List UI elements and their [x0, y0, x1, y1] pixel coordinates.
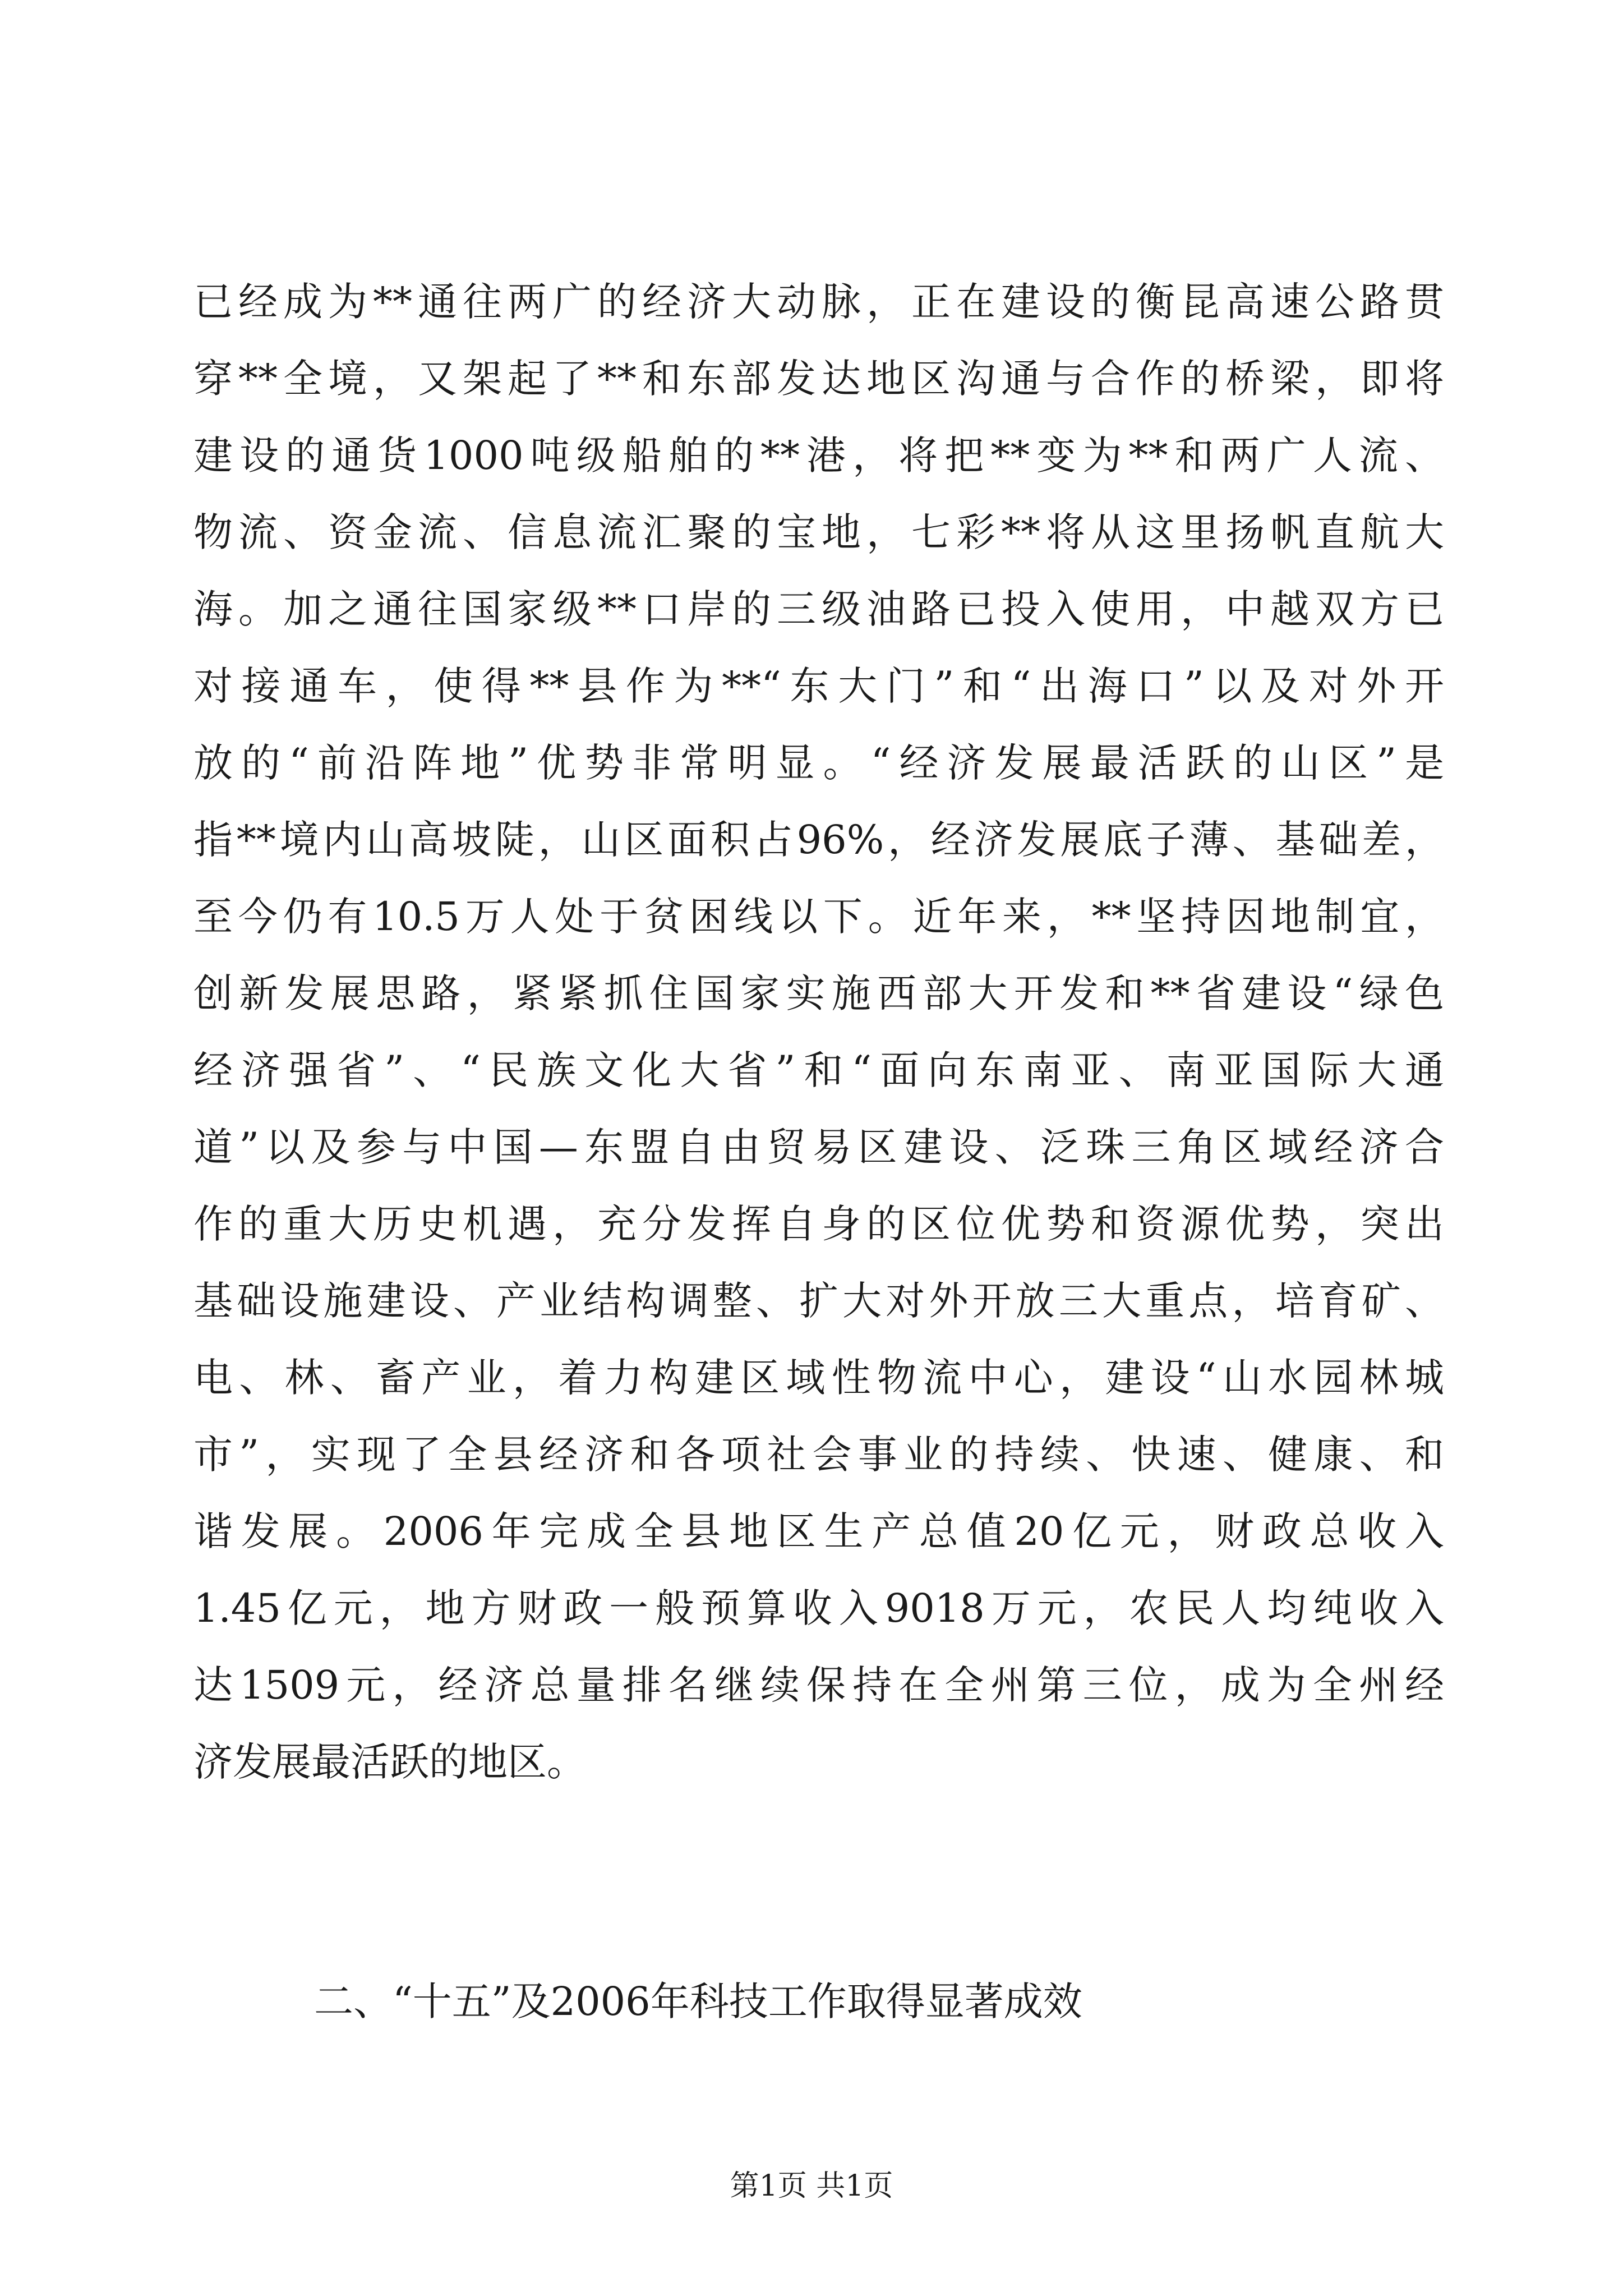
paragraph-line: 谐发展。2006年完成全县地区生产总值20亿元，财政总收入 [193, 1508, 1444, 1554]
paragraph-line: 基础设施建设、产业结构调整、扩大对外开放三大重点，培育矿、 [193, 1278, 1444, 1324]
paragraph-line: 电、林、畜产业，着力构建区域性物流中心，建设“山水园林城 [193, 1355, 1444, 1401]
body-paragraph [193, 264, 1444, 1801]
paragraph-line: 1.45亿元，地方财政一般预算收入9018万元，农民人均纯收入 [193, 1585, 1444, 1631]
paragraph-line: 穿**全境，又架起了**和东部发达地区沟通与合作的桥梁，即将 [193, 356, 1444, 402]
paragraph-line: 物流、资金流、信息流汇聚的宝地，七彩**将从这里扬帆直航大 [193, 509, 1444, 555]
section-heading: 二、“十五”及2006年科技工作取得显著成效 [314, 1978, 1082, 2024]
paragraph-line: 至今仍有10.5万人处于贫困线以下。近年来，**坚持因地制宜， [193, 894, 1444, 940]
paragraph-line: 放的“前沿阵地”优势非常明显。“经济发展最活跃的山区”是 [193, 740, 1444, 786]
paragraph-line: 市”，实现了全县经济和各项社会事业的持续、快速、健康、和 [193, 1432, 1444, 1478]
paragraph-line: 达1509元，经济总量排名继续保持在全州第三位，成为全州经 [193, 1662, 1444, 1708]
paragraph-line: 指**境内山高坡陡，山区面积占96%，经济发展底子薄、基础差， [193, 817, 1444, 863]
paragraph-line: 对接通车，使得**县作为**“东大门”和“出海口”以及对外开 [193, 663, 1444, 709]
paragraph-line: 建设的通货1000吨级船舶的**港，将把**变为**和两广人流、 [193, 432, 1444, 478]
page-footer: 第1页 共1页 [730, 2169, 893, 2203]
paragraph-line: 海。加之通往国家级**口岸的三级油路已投入使用，中越双方已 [193, 586, 1444, 632]
paragraph-line: 作的重大历史机遇，充分发挥自身的区位优势和资源优势，突出 [193, 1201, 1444, 1247]
paragraph-line: 已经成为**通往两广的经济大动脉，正在建设的衡昆高速公路贯 [193, 279, 1444, 325]
paragraph-line: 创新发展思路，紧紧抓住国家实施西部大开发和**省建设“绿色 [193, 970, 1444, 1016]
paragraph-line: 道”以及参与中国—东盟自由贸易区建设、泛珠三角区域经济合 [193, 1124, 1444, 1170]
paragraph-line: 济发展最活跃的地区。 [193, 1739, 586, 1785]
paragraph-line: 经济强省”、“民族文化大省”和“面向东南亚、南亚国际大通 [193, 1047, 1444, 1093]
